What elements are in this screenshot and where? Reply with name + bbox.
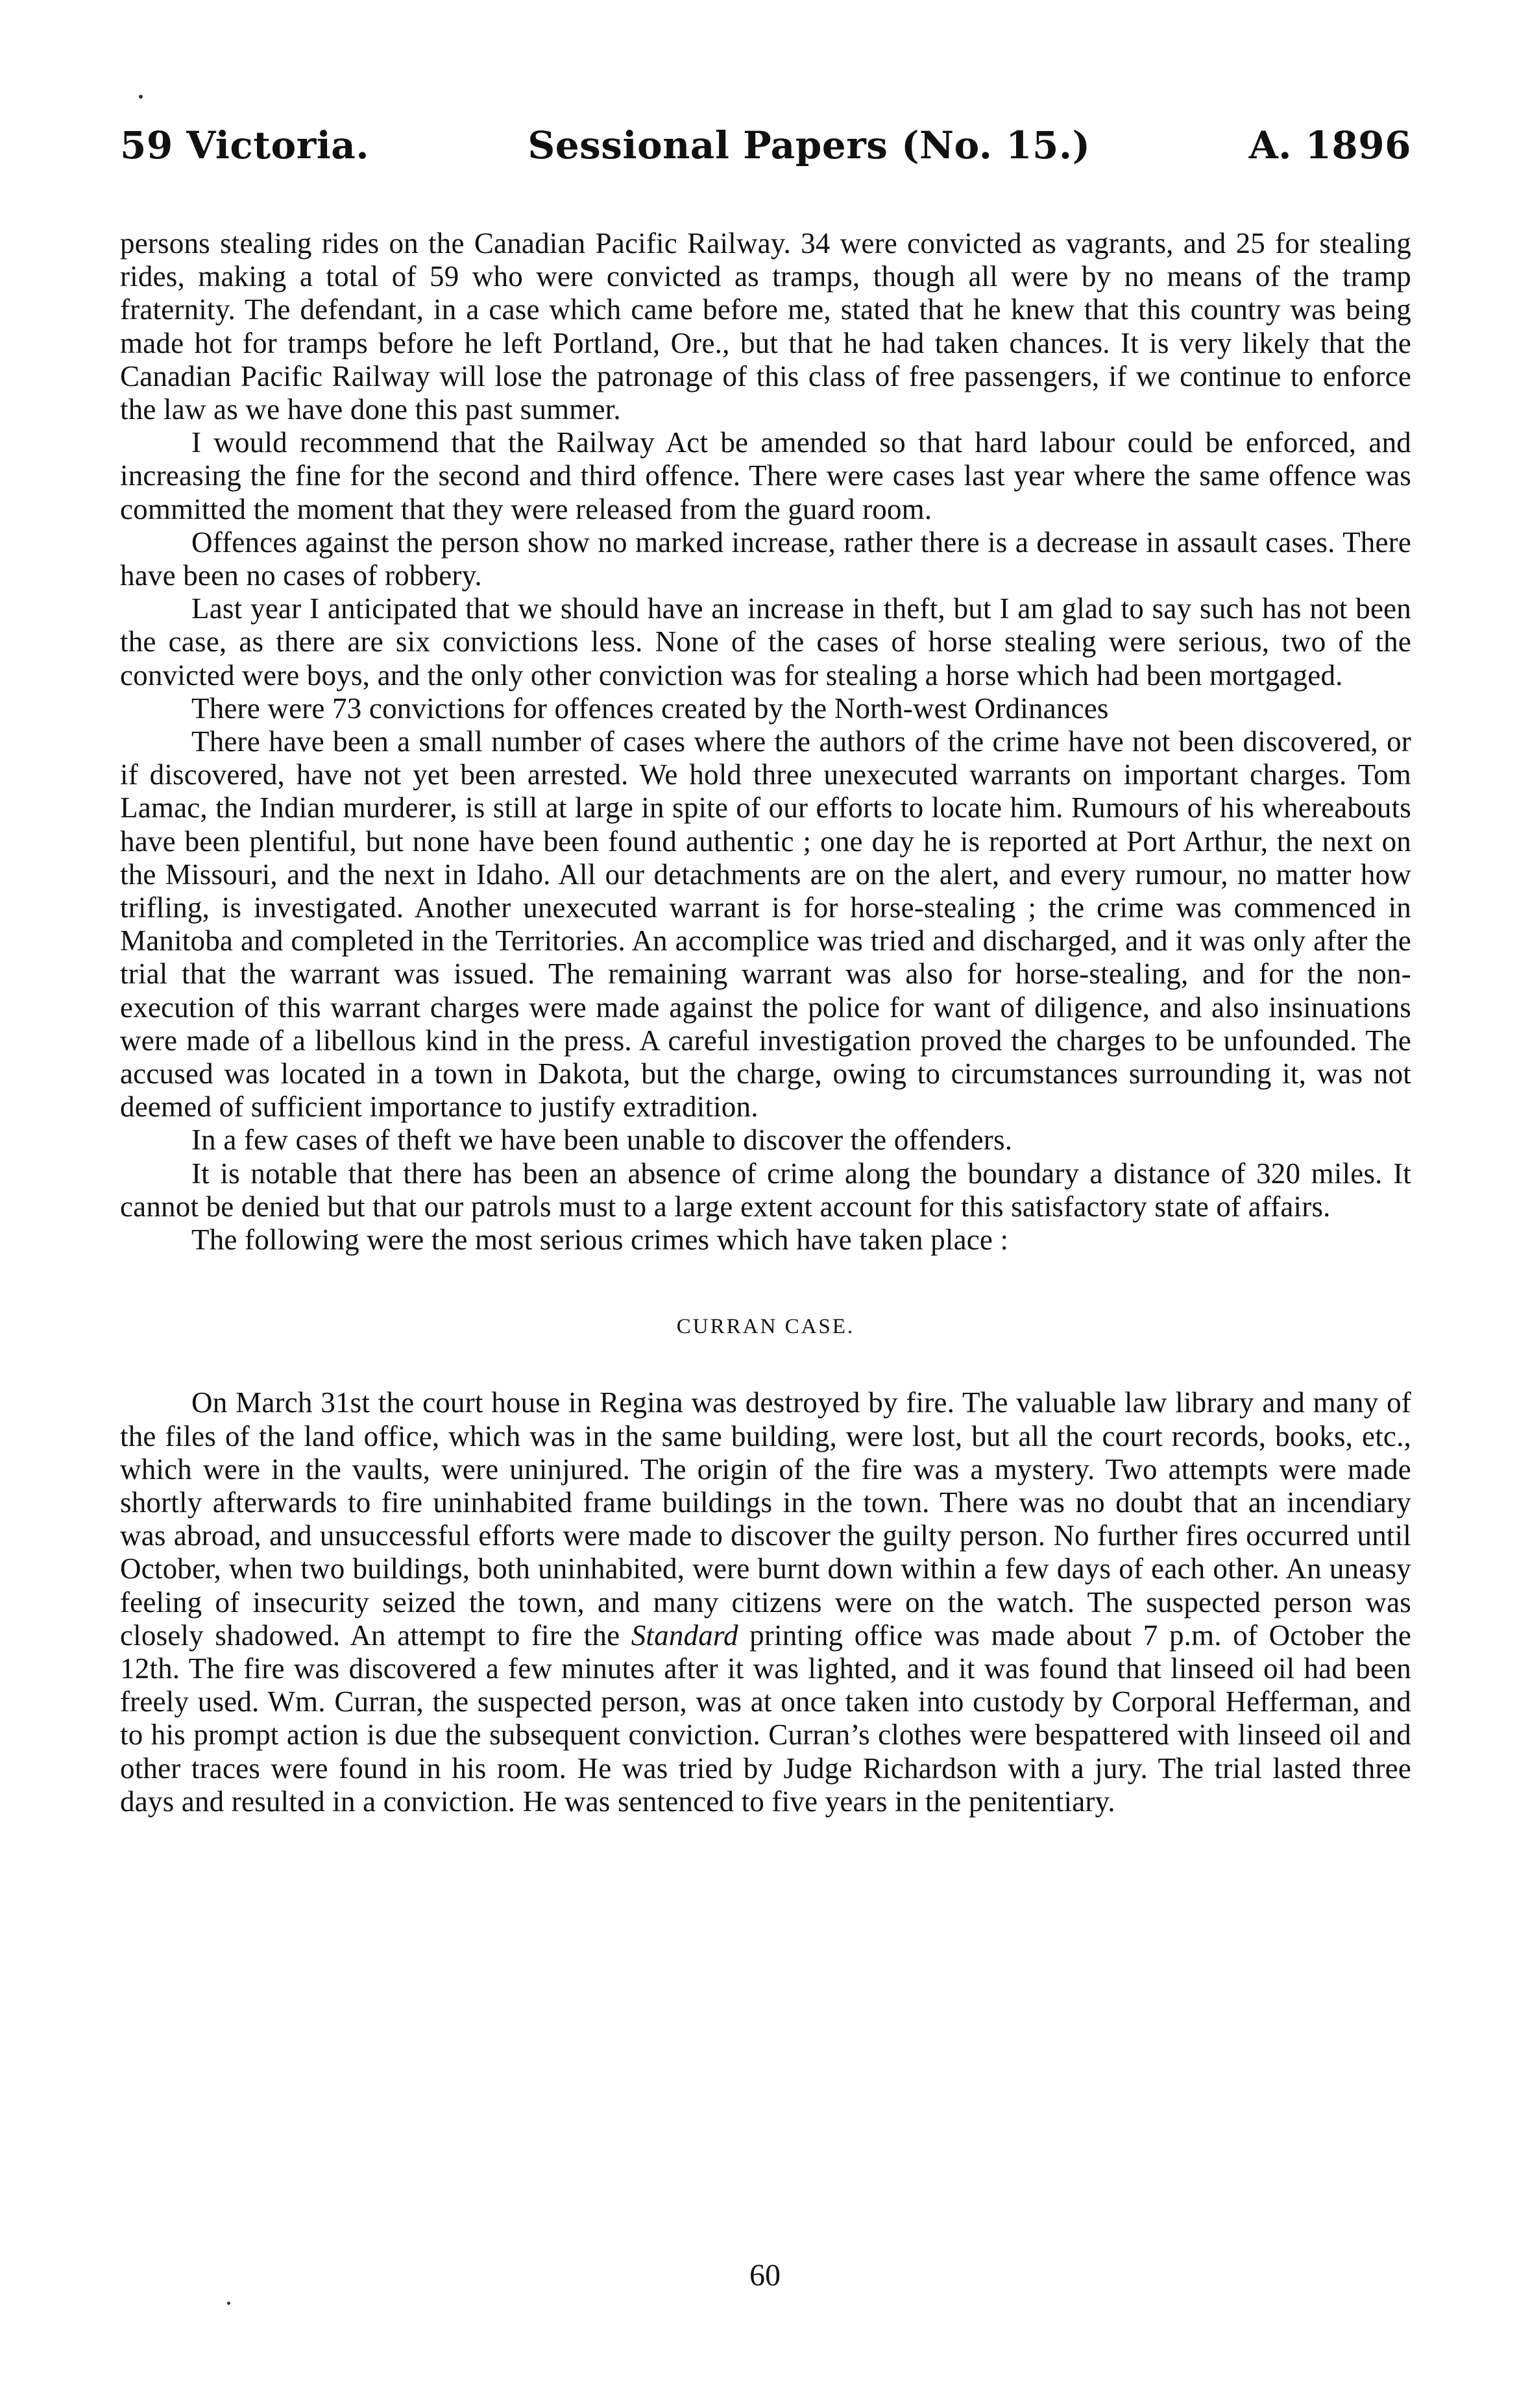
header-title: Sessional Papers (No. 15.)	[528, 123, 1091, 167]
document-page	[120, 123, 1411, 1818]
newspaper-title: Standard	[631, 1619, 738, 1652]
section-heading: CURRAN CASE.	[676, 1315, 855, 1339]
paragraph: There were 73 convictions for offences created by the North-west Ordinances	[191, 692, 1109, 725]
header-year: A. 1896	[1248, 123, 1411, 167]
paragraph: It is notable that there has been an absence of crime along the boundary a distance of 320 miles. It cannot be denied but that our patrols must to a large extent account for this satisfactory state of affairs.	[120, 1157, 1411, 1223]
paragraph: The following were the most serious crimes which have taken place :	[191, 1223, 1009, 1257]
paragraph: Last year I anticipated that we should have an increase in theft, but I am glad to say such has not been the case, as there are six convictions less. None of the cases of horse stealing were serious, two of the convicted were boys, and the only other conviction was for stealing a horse which had been mortgaged.	[120, 592, 1411, 692]
header-session: 59 Victoria.	[120, 123, 370, 167]
page-number: 60	[749, 2258, 781, 2293]
print-speck	[139, 95, 143, 99]
paragraph	[120, 1386, 1411, 1818]
text-run: On March 31st the court house in Regina was destroyed by fire. The valuable law library and many of the files of the land office, which was in the same building, were lost, but all the court records, books, etc., which were in the vaults, were uninjured. The origin of the fire was a mystery. Two attempts were made shortly afterwards to fire uninhabited frame buildings in the town. There was no doubt that an incendiary was abroad, and unsuccessful efforts were made to discover the guilty person. No further fires occurred until October, when two buildings, both uninhabited, were burnt down within a few days of each other. An uneasy feeling of insecurity seized the town, and many citizens were on the watch. The suspected person was closely shadowed. An attempt to fire the	[120, 1386, 1411, 1652]
section-text	[120, 1386, 1411, 1818]
main-text	[120, 227, 1411, 1257]
running-head	[120, 123, 1411, 182]
paragraph: I would recommend that the Railway Act be amended so that hard labour could be enforced, and increasing the fine for the second and third offence. There were cases last year where the same offence was committed the moment that they were released from the guard room.	[120, 426, 1411, 525]
print-speck	[227, 2302, 230, 2305]
text-run: printing office was made about 7 p.m. of October the 12th. The fire was discovered a few minutes after it was lighted, and it was found that linseed oil had been freely used. Wm. Curran, the suspected person, was at once taken into custody by Corporal Hefferman, and to his prompt action is due the subsequent conviction. Curran’s clothes were bespattered with linseed oil and other traces were found in his room. He was tried by Judge Richardson with a jury. The trial lasted three days and resulted in a conviction. He was sentenced to five years in the penitentiary.	[120, 1619, 1411, 1818]
paragraph: There have been a small number of cases where the authors of the crime have not been discovered, or if discovered, have not yet been arrested. We hold three unexecuted warrants on important charges. Tom Lamac, the Indian murderer, is still at large in spite of our efforts to locate him. Rumours of his whereabouts have been plentiful, but none have been found authentic ; one day he is reported at Port Arthur, the next on the Missouri, and the next in Idaho. All our detachments are on the alert, and every rumour, no matter how trifling, is investigated. Another unexecuted warrant is for horse-stealing ; the crime was commenced in Manitoba and completed in the Territories. An accomplice was tried and discharged, and it was only after the trial that the warrant was issued. The remaining warrant was also for horse-stealing, and for the non-execution of this warrant charges were made against the police for want of diligence, and also insinuations were made of a libellous kind in the press. A careful investigation proved the charges to be unfounded. The accused was located in a town in Dakota, but the charge, owing to circumstances surrounding it, was not deemed of sufficient importance to justify extradition.	[120, 725, 1411, 1124]
paragraph: persons stealing rides on the Canadian Pacific Railway. 34 were convicted as vagrants, and 25 for stealing rides, making a total of 59 who were convicted as tramps, though all were by no means of the tramp fraternity. The defendant, in a case which came before me, stated that he knew that this country was being made hot for tramps before he left Portland, Ore., but that he had taken chances. It is very likely that the Canadian Pacific Railway will lose the patronage of this class of free passengers, if we continue to enforce the law as we have done this past summer.	[120, 227, 1411, 426]
paragraph: Offences against the person show no marked increase, rather there is a decrease in assault cases. There have been no cases of robbery.	[120, 525, 1411, 592]
paragraph: In a few cases of theft we have been unable to discover the offenders.	[191, 1124, 1013, 1157]
